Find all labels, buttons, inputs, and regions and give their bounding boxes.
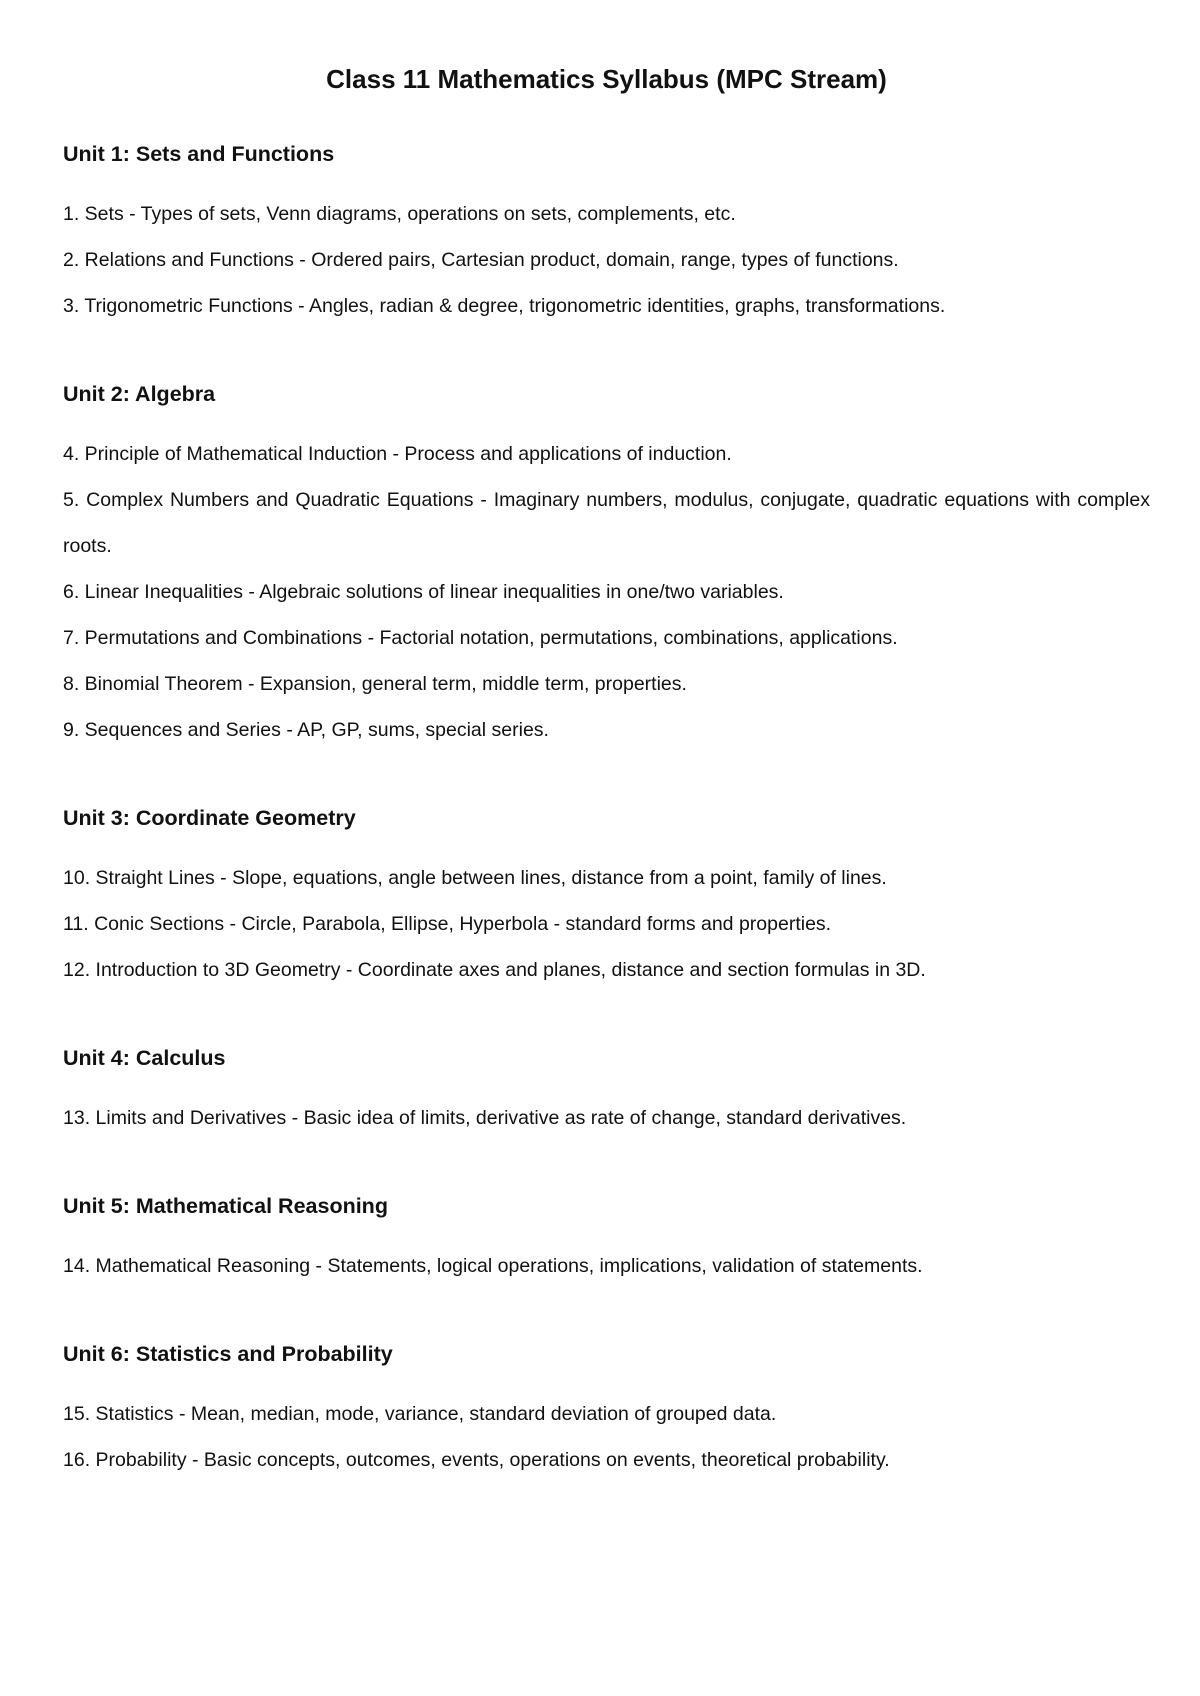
topic-item: 14. Mathematical Reasoning - Statements, logical operations, implications, validation of statements. — [63, 1255, 923, 1277]
document-title: Class 11 Mathematics Syllabus (MPC Stream) — [326, 64, 887, 94]
topic-item: 4. Principle of Mathematical Induction - Process and applications of induction. — [63, 443, 732, 465]
unit-section — [63, 1045, 1150, 1141]
topic-item: 2. Relations and Functions - Ordered pairs, Cartesian product, domain, range, types of functions. — [63, 249, 899, 271]
unit-heading: Unit 4: Calculus — [63, 1046, 226, 1070]
topic-item: 8. Binomial Theorem - Expansion, general term, middle term, properties. — [63, 673, 687, 695]
topic-item: 7. Permutations and Combinations - Factorial notation, permutations, combinations, applications. — [63, 627, 898, 649]
topic-item: 10. Straight Lines - Slope, equations, angle between lines, distance from a point, family of lines. — [63, 867, 887, 889]
unit-section — [63, 1341, 1150, 1483]
topic-item: 3. Trigonometric Functions - Angles, radian & degree, trigonometric identities, graphs, transformations. — [63, 295, 946, 317]
unit-heading: Unit 1: Sets and Functions — [63, 142, 335, 166]
unit-section — [63, 141, 1150, 329]
unit-heading: Unit 6: Statistics and Probability — [63, 1342, 393, 1366]
unit-heading: Unit 3: Coordinate Geometry — [63, 806, 356, 830]
topic-item: 15. Statistics - Mean, median, mode, variance, standard deviation of grouped data. — [63, 1403, 777, 1425]
unit-section — [63, 1193, 1150, 1289]
topic-item: 13. Limits and Derivatives - Basic idea of limits, derivative as rate of change, standard derivatives. — [63, 1107, 907, 1129]
topic-item: 12. Introduction to 3D Geometry - Coordinate axes and planes, distance and section formulas in 3D. — [63, 959, 926, 981]
topic-item: 16. Probability - Basic concepts, outcomes, events, operations on events, theoretical probability. — [63, 1449, 890, 1471]
unit-section — [63, 805, 1150, 993]
unit-heading: Unit 5: Mathematical Reasoning — [63, 1194, 388, 1218]
topic-item: 11. Conic Sections - Circle, Parabola, Ellipse, Hyperbola - standard forms and properties. — [63, 913, 832, 935]
topic-item: 9. Sequences and Series - AP, GP, sums, special series. — [63, 719, 549, 741]
topic-item: 6. Linear Inequalities - Algebraic solutions of linear inequalities in one/two variables. — [63, 581, 784, 603]
topic-item: 5. Complex Numbers and Quadratic Equations - Imaginary numbers, modulus, conjugate, quadratic equations with complex roots. — [63, 489, 1150, 557]
unit-heading: Unit 2: Algebra — [63, 382, 216, 406]
topic-item: 1. Sets - Types of sets, Venn diagrams, operations on sets, complements, etc. — [63, 203, 736, 225]
unit-section — [63, 381, 1150, 753]
